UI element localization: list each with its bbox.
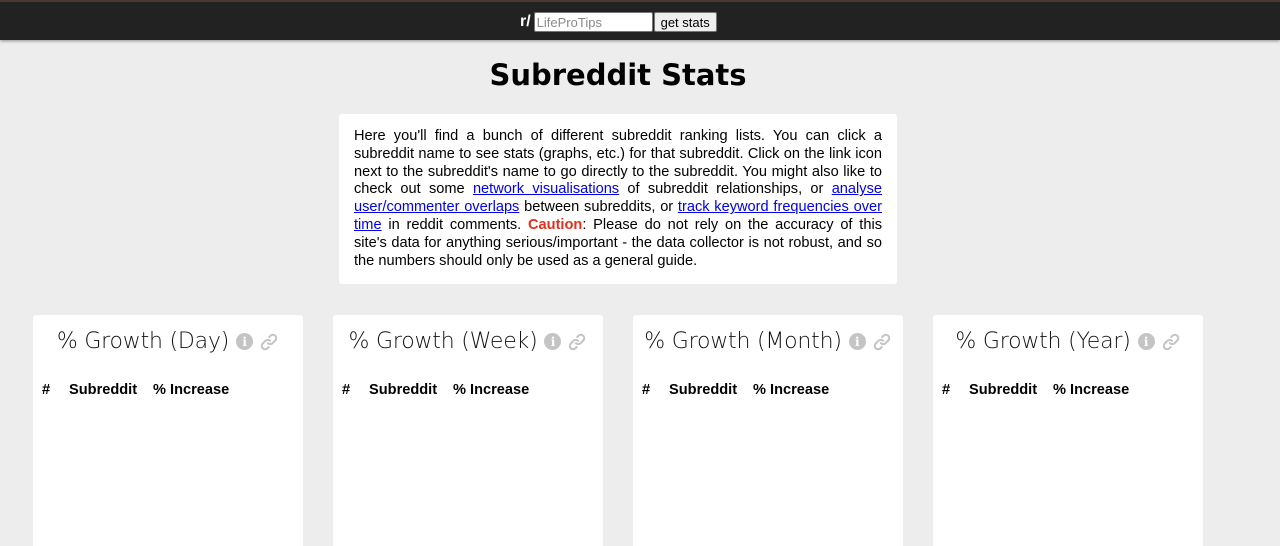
column-rank: # [342,382,351,398]
intro-text: in reddit comments. [381,216,528,233]
link-icon[interactable] [872,332,892,352]
intro-text: : Please do not rely on the accuracy of this site's data for anything serious/important - the data collector is not robust, and so the numbers should only be used as a general guide. [354,216,882,269]
column-subreddit[interactable]: Subreddit [669,382,738,398]
card-header [933,329,1203,354]
growth-week-card [333,315,603,546]
growth-year-card [933,315,1203,546]
growth-day-card [33,315,303,546]
info-icon[interactable]: i [544,333,561,350]
get-stats-button[interactable]: get stats [654,12,717,32]
intro-text: Here you'll find a bunch of different subreddit ranking lists. You can click a subreddit name to see stats (graphs, etc.) for that subreddit. Click on the link icon next to the subreddit's name to go directly to the subreddit. You might also like to check out some [354,128,882,198]
link-icon[interactable] [259,332,279,352]
keyword-frequencies-link[interactable]: track keyword frequencies over time [354,199,882,233]
subreddit-input[interactable] [534,12,653,32]
subreddit-search-form [520,11,717,33]
growth-month-card [633,315,903,546]
page-title: Subreddit Stats [489,58,747,92]
column-subreddit[interactable]: Subreddit [969,382,1038,398]
link-icon[interactable] [1161,332,1181,352]
column-rank: # [42,382,51,398]
column-rank: # [942,382,951,398]
network-visualisations-link[interactable]: network visualisations [472,181,620,198]
link-icon[interactable] [567,332,587,352]
info-icon[interactable]: i [1138,333,1155,350]
column-subreddit[interactable]: Subreddit [369,382,438,398]
column-percent-increase[interactable]: % Increase [153,382,230,398]
column-percent-increase[interactable]: % Increase [1053,382,1130,398]
card-header [633,329,903,354]
card-title: % Growth (Year) [955,329,1131,354]
info-icon[interactable]: i [849,333,866,350]
intro-panel [339,114,897,284]
card-header [333,329,603,354]
intro-text: between subreddits, or [519,199,678,216]
subreddit-prefix: r/ [520,13,531,30]
column-percent-increase[interactable]: % Increase [753,382,830,398]
column-subreddit[interactable]: Subreddit [69,382,138,398]
column-rank: # [642,382,651,398]
column-percent-increase[interactable]: % Increase [453,382,530,398]
info-icon[interactable]: i [236,333,253,350]
card-title: % Growth (Week) [348,329,538,354]
card-header [33,329,303,354]
card-title: % Growth (Month) [644,329,842,354]
intro-text: of subreddit relationships, or [619,181,832,198]
top-bar [0,0,1280,40]
caution-label: Caution [528,216,583,233]
card-title: % Growth (Day) [56,329,230,354]
user-overlaps-link[interactable]: analyse user/commenter overlaps [354,181,882,216]
